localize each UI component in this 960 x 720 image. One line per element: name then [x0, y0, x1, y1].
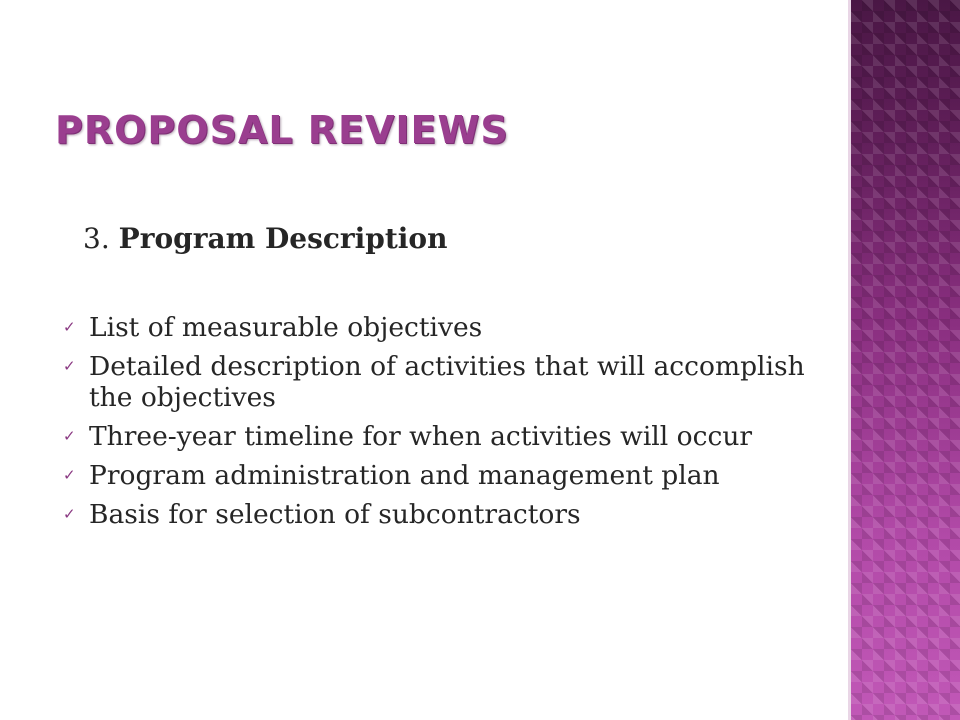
bullet-text: Program administration and management plan — [89, 460, 720, 491]
bullet-text: List of measurable objectives — [89, 312, 483, 343]
bullet-item — [63, 499, 823, 530]
slide-title: PROPOSAL REVIEWS — [55, 108, 509, 152]
checkmark-icon: ✓ — [63, 427, 76, 445]
section-separator: . — [100, 222, 119, 255]
bullet-item — [63, 312, 823, 343]
checkmark-icon: ✓ — [63, 466, 76, 484]
bullet-list — [63, 312, 823, 538]
section-number: 3 — [83, 222, 101, 255]
checkmark-icon: ✓ — [63, 505, 76, 523]
decorative-side-panel — [851, 0, 960, 720]
checkmark-icon: ✓ — [63, 357, 76, 375]
section-heading — [83, 222, 447, 255]
bullet-item — [63, 421, 823, 452]
bullet-text: Detailed description of activities that will accomplish the objectives — [89, 351, 805, 413]
bullet-item — [63, 351, 823, 413]
checkmark-icon: ✓ — [63, 318, 76, 336]
bullet-text: Three-year timeline for when activities will occur — [89, 421, 753, 452]
section-heading-text: Program Description — [118, 222, 448, 255]
bullet-text: Basis for selection of subcontractors — [89, 499, 581, 530]
bullet-item — [63, 460, 823, 491]
